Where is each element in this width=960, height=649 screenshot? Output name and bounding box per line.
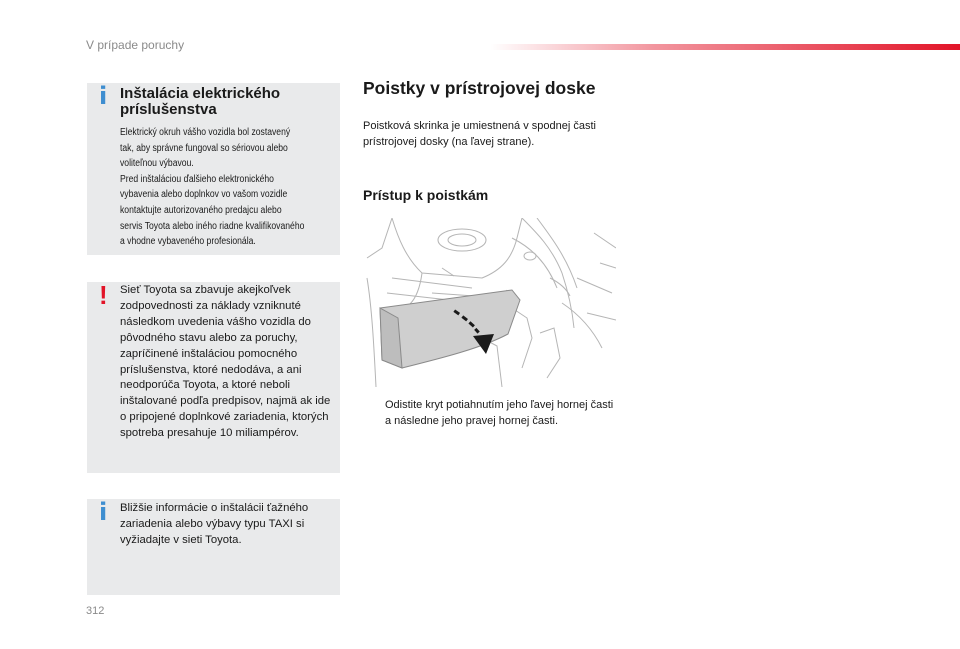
info-icon: i	[99, 498, 108, 526]
page-number: 312	[86, 605, 105, 617]
header-accent-line	[490, 44, 960, 50]
step-text: Odistite kryt potiahnutím jeho ľavej hornej časti a následne jeho pravej hornej časti.	[385, 399, 614, 427]
info-box-line: tak, aby správne fungoval so sériovou alebo	[120, 142, 288, 154]
section-title: V prípade poruchy	[86, 38, 185, 52]
info-box-line: a vhodne vybaveného profesionála.	[120, 236, 256, 248]
info-box-line: Elektrický okruh vášho vozidla bol zostavený	[120, 127, 291, 138]
info-icon: i	[99, 82, 108, 110]
intro-paragraph: Poistková skrinka je umiestnená v spodnej časti prístrojovej dosky (na ľavej strane).	[363, 120, 596, 148]
info-box-towing	[87, 499, 340, 595]
section-subtitle: Prístup k poistkám	[363, 187, 489, 203]
info-box-electrical-accessories	[87, 83, 340, 255]
info-box-line: servis Toyota alebo iného riadne kvalifikovaného	[120, 220, 305, 232]
info-box-line: Pred inštaláciou ďalšieho elektronického	[120, 173, 274, 185]
info-box-line: vybavenia alebo doplnkov vo vašom vozidle	[120, 189, 288, 201]
info-box-line: voliteľnou výbavou.	[120, 158, 194, 170]
info-box-body	[120, 125, 307, 250]
warning-box-liability	[87, 282, 340, 473]
info-box-title: Inštalácia elektrického príslušenstva	[120, 85, 281, 118]
dashboard-fuse-cover-illustration	[362, 218, 616, 387]
info-box-line: kontaktujte autorizovaného predajcu alebo	[120, 204, 282, 216]
warning-box-text: Sieť Toyota sa zbavuje akejkoľvek zodpovednosti za náklady vzniknuté následkom uvedenia vášho vozidla do pôvodného stavu alebo za poruchy, zapríčinené inštaláciou pomocného príslušenstva, ktoré nedodáva, a ani neodporúča Toyota, a ktoré neboli inštalované podľa predpisov, najmä ak ide o pripojené doplnkové zariadenia, ktorých spotreba presahuje 10 miliampérov.	[120, 284, 331, 440]
warning-icon: !	[99, 280, 108, 310]
page-title: Poistky v prístrojovej doske	[363, 78, 596, 98]
info-box-text: Bližšie informácie o inštalácii ťažného zariadenia alebo výbavy typu TAXI si vyžiadajte v sieti Toyota.	[120, 502, 309, 546]
